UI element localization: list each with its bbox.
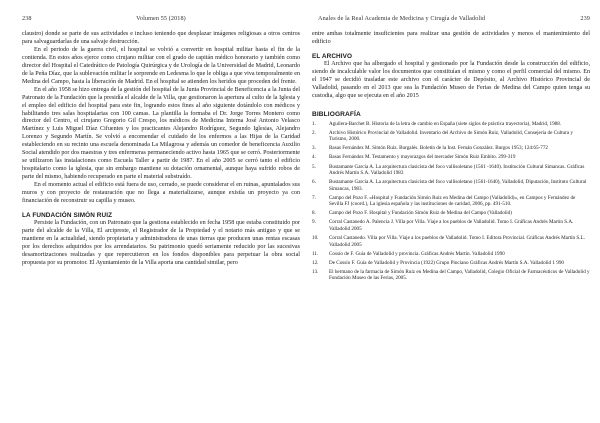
reference-item [312,269,590,282]
reference-text: Campo del Pozo F. «Hospital y Fundación Simón Ruiz en Medina del Campo (Valladolid)», en Campos y Fernández de Sevilla FJ (coord.), La iglesia española y las instituciones de caridad, 2006, pp. 491-510. [329,194,576,208]
left-page-body [22,31,300,268]
section-heading: LA FUNDACIÓN SIMÓN RUIZ [22,211,113,219]
reference-text: Corral Castanedo. Villa por Villa. Viaje a los pueblos de Valladolid. Tomo I. Editora Provincial. Gráficas Andrés Martín S.L. Valladolid 2005 [329,235,585,248]
reference-text: Bustamante García A. La arquitectura clasicista del foco vallisoletano (1561 -1640). Institución Cultural Simancas. Gráficas Andrés Martín S.A. Valladolid 1983 [329,163,585,177]
reference-number: 13. [312,268,319,275]
paragraph: entre ambas totalmente insuficientes para realizar una gestión de actividades y menos el mantenimiento del edificio [312,31,590,45]
reference-item [312,179,590,192]
reference-number: 9. [312,219,316,226]
reference-number: 3. [312,145,316,152]
paragraph: Persiste la Fundación, con un Patronato que la gestiona establecido en fecha 1958 que estaba constituido por parte del alcalde de la Villa, El arcipreste, el Registrador de la Propiedad y el notario más antiguo y que se mantiene en la actualidad, siendo propietaria y administradora de unas tierras que producen unas rentas escasas por los derechos adquiridos por los arrendatarios. Su patrimonio quedó seriamente reducido por las sucesivas desamortizaciones realizadas y que repercutieron en los fondos disponibles para perpetuar la obra social propuesta por su promotor. El Ayuntamiento de la Villa aporta una cantidad similar, pero [22,219,300,266]
reference-number: 7. [312,194,316,201]
section-heading: EL ARCHIVO [312,52,353,60]
left-page-header [22,14,300,24]
paragraph: En el periodo de la guerra civil, el hospital se volvió a convertir en hospital militar hasta el fin de la contienda. En estos años ejerce como cirujano militar con el grado de capitán médico honorario y también como director del Hospital el Catedrático de Patología Quirúrgica y de Urología de la Universidad de Madrid, Leonardo de la Peña Díaz, que la sublevación militar le sorprende en Ledesma lo que le obliga a que viva temporalmente en Medina del Campo, hasta la liberación de Madrid. En el hospital se atienden los heridos que proceden del frente. [22,46,300,85]
reference-text: Aguilera-Barchet B. Historia de la letra de cambio en España (siete siglos de práctica trayectoria), Madrid, 1988. [329,120,562,127]
reference-number: 6. [312,179,316,186]
page-number: 238 [22,15,32,22]
paragraph: En el momento actual el edificio está fuera de uso, cerrado, se puede considerar el en ruinas, apuntalados sus muros y con proyecto de restauración que no llega a materializarse, aunque existía un proyecto ya con financiación de reconstruir su capilla y museo. [22,182,300,205]
right-page-header [312,14,590,24]
reference-item [312,164,590,177]
reference-item [312,130,590,143]
reference-text: Basas Fernández M. Simón Ruiz. Burgalés. Boletín de la Inst. Fernán González. Burgos 1953; 124:65-772 [329,145,548,152]
reference-text: De Cossío F. Guía de Valladolid y Provincia (1922) Grupo Pinciano Gráficas Andrés Martín S.A. Valladolid 1 990 [329,259,564,266]
running-head: Volumen 55 (2018) [136,15,186,22]
reference-item [312,210,590,217]
reference-number: 5. [312,163,316,170]
reference-text: El hermano de la farmacia de Simón Ruiz en Medina del Campo, Valladolid, Colegio Oficial de Farmacéuticos de Valladolid y Fundación Museo de las Ferias, 2005. [329,268,590,282]
reference-item [312,121,590,128]
paragraph: claustro) donde se parte de sus actividades e incluso teniendo que desplazar imágenes religiosas a otros centros para salvaguardarlas de una salvaje destrucción. [22,31,300,45]
page-number: 239 [580,15,590,22]
reference-text: Campo del Pozo F. Hospital y Fundación Simón Ruiz de Medina del Campo (Valladolid) [329,210,512,217]
bibliography-heading: BIBLIOGRAFÍA [312,110,361,118]
right-page-body [312,31,590,284]
reference-item [312,195,590,208]
reference-number: 11. [312,250,319,257]
reference-list [312,121,590,282]
reference-number: 12. [312,259,319,266]
reference-text: Cossío de F. Guía de Valladolid y provincia. Gráficas Andrés Martín. Valladolid 1990 [329,250,505,257]
reference-number: 4. [312,154,316,161]
reference-item [312,145,590,152]
reference-number: 1. [312,120,316,127]
reference-text: Basas Fernández M. Testamento y mayorazgos del mercader Simón Ruiz Embito. 299-319 [329,154,516,161]
reference-item [312,260,590,267]
reference-number: 10. [312,235,319,242]
reference-item [312,154,590,161]
left-page [22,0,300,423]
right-page [312,0,590,423]
reference-item [312,235,590,248]
running-head: Anales de la Real Academia de Medicina y Cirugía de Valladolid [318,15,486,22]
reference-item [312,219,590,232]
reference-number: 2. [312,129,316,136]
reference-text: Bustamante García A. La arquitectura clasicista del foco vallisoletano (1561-1640), Valladolid, Diputación, Instituto Cultural Simancas, 1983. [329,179,587,192]
reference-number: 8. [312,210,316,217]
reference-text: Archivo Histórico Provincial de Valladolid. Inventario del Archivo de Simón Ruiz, Valladolid, Consejería de Cultura y Turismo, 2000. [329,129,573,143]
paragraph: El Archivo que ha albergado el hospital y gestionado por la Fundación desde la construcción del edificio, siendo de incalculable valor los documentos que constituían el mismo y como el perfil comercial del mismo. En el 1947 se decidió trasladar este archivo con el carácter de Depósito, al Archivo Histórico Provincial de Valladolid, pasando en el 2013 que sea la Fundación Museo de Ferias de Medina del Campo quien tenga su custodia, algo que se ejecuta en el año 2015 [312,60,590,99]
reference-item [312,251,590,258]
paragraph: En el año 1958 se hizo entrega de la gestión del hospital de la Junta Provincial de Beneficencia a la Junta del Patronato de la Fundación que la presidía el alcalde de la Villa, que gestionaron la apertura al culto de la Iglesia y el empleo del edificio del hospital para este fin, logrando estos fines al año siguiente dotándolo con médicos y habilitando tres salas hospitalarias con 100 camas. La plantilla la formaba el Dr. Jorge Torres Montero como director del Centro, el cirujano Gregorio Gil Crespo, los médicos de Medicina Interna José Antonio Velasco Martínez y Luis Miguel Díaz Cifuentes y los practicantes Alejandro Rodríguez, Segundo Iglesias, Alejandro Lorenzo y Segundo Martín. Se volvió a encomendar el cuidado de los enfermos a las Hijas de la Caridad estableciendo en su recinto una escuela denominada La Milagrosa y además un comedor de beneficencia Auxilio Social atendido por dos maestras y tres enfermeras permaneciendo activo hasta 1965 que se cerró. Posteriormente se utilizaron las instalaciones como Escuela Taller a partir de 1987. En el año 2005 se cerró tanto el edificio hospitalario como la iglesia, que sin embargo mantiene su dotación ornamental, aunque haya sufrido robos de parte del mismo, habiendo recuperado en parte el material substraído. [22,86,300,181]
reference-text: Corral Castanedo A. Palencia J. Villa por Villa. Viaje a los pueblos de Valladolid. Tomo I. Gráficas Andrés Martín S.A. Valladolid 2005 [329,219,574,232]
